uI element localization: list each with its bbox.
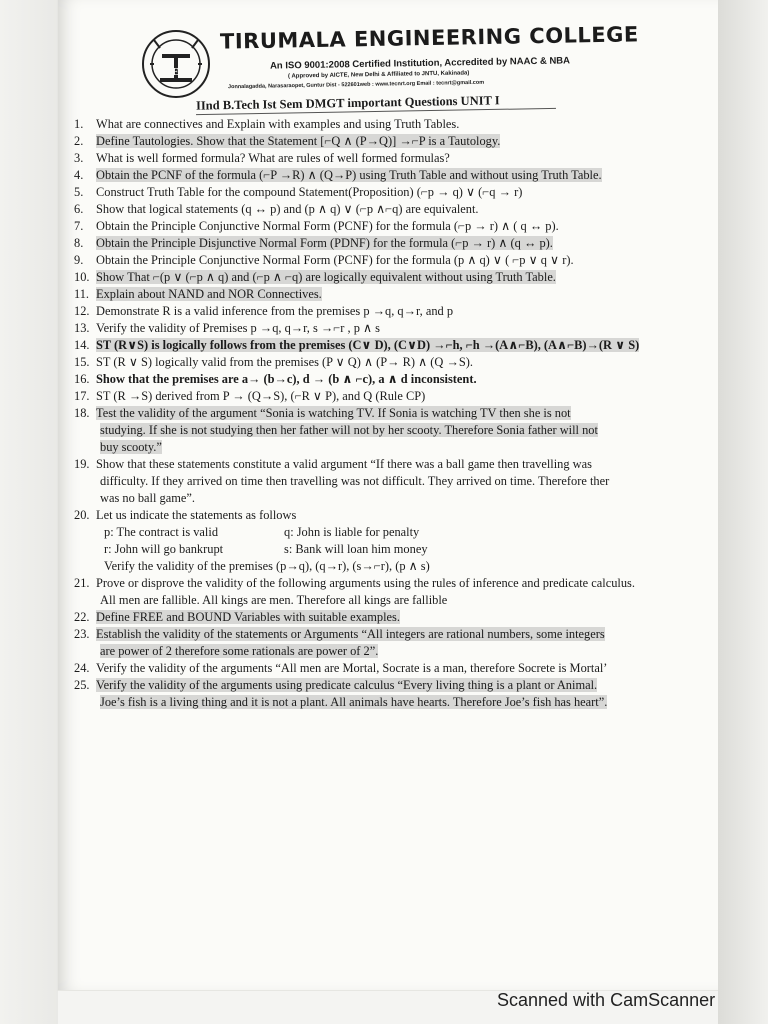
question-line: [74, 371, 714, 388]
question-text: What are connectives and Explain with examples and using Truth Tables.: [96, 117, 460, 131]
question-number: 24.: [74, 661, 90, 675]
statement-definition: r: John will go bankrupt: [104, 542, 224, 556]
question-line: [74, 660, 714, 677]
scan-right-margin: [718, 0, 768, 1024]
question-text: ST (R →S) derived from P → (Q→S), (⌐R ∨ P), and Q (Rule CP): [96, 389, 426, 403]
question-text: buy scooty.”: [100, 440, 162, 454]
question-text: Show that the premises are a→ (b→c), d → (b ∧ ⌐c), a ∧ d inconsistent.: [96, 372, 477, 386]
question-line: [74, 150, 714, 167]
question-text: ST (R ∨ S) logically valid from the premises (P ∨ Q) ∧ (P→ R) ∧ (Q →S).: [96, 355, 473, 369]
question-text: Establish the validity of the statements or Arguments “All integers are rational numbers, some integers: [96, 627, 605, 641]
question-line: [74, 677, 714, 694]
question-text: was no ball game”.: [100, 491, 195, 505]
question-line: [74, 303, 714, 320]
question-number: 12.: [74, 304, 90, 318]
question-line: [74, 337, 714, 354]
statement-definition: p: The contract is valid: [104, 525, 219, 539]
question-text: Let us indicate the statements as follows: [96, 508, 297, 522]
question-text: ST (R∨S) is logically follows from the premises (C∨ D), (C∨D) →⌐h, ⌐h →(A∧⌐B), (A∧⌐B)→(R ∨ S): [96, 338, 640, 352]
svg-text:TEC: TEC: [165, 67, 187, 78]
statement-definition: s: Bank will loan him money: [284, 542, 428, 556]
question-line: [74, 116, 714, 133]
college-logo-icon: [140, 28, 212, 100]
question-number: 22.: [74, 610, 90, 624]
question-line: [74, 252, 714, 269]
question-text: Joe’s fish is a living thing and it is not a plant. All animals have hearts. Therefore Joe’s fish has heart”.: [100, 695, 608, 709]
question-line: [74, 184, 714, 201]
verify-line: Verify the validity of the premises (p→q), (q→r), (s→⌐r), (p ∧ s): [104, 559, 430, 573]
question-number: 20.: [74, 508, 90, 522]
question-text: are power of 2 therefore some rationals are power of 2”.: [100, 644, 379, 658]
question-number: 3.: [74, 151, 84, 165]
question-number: 9.: [74, 253, 84, 267]
question-number: 4.: [74, 168, 84, 182]
question-number: 17.: [74, 389, 90, 403]
college-name: TIRUMALA ENGINEERING COLLEGE: [219, 22, 639, 54]
question-text: Obtain the Principle Disjunctive Normal Form (PDNF) for the formula (⌐p → r) ∧ (q ↔ p).: [96, 236, 553, 250]
question-number: 16.: [74, 372, 90, 386]
question-text: Show That ⌐(p ∨ (⌐p ∧ q) and (⌐p ∧ ⌐q) are logically equivalent without using Truth Table.: [96, 270, 556, 284]
question-text: studying. If she is not studying then her father will not by her scooty. Therefore Sonia father will not: [100, 423, 598, 437]
question-line: [74, 575, 714, 592]
question-number: 8.: [74, 236, 84, 250]
accreditation-line: An ISO 9001:2008 Certified Institution, Accredited by NAAC & NBA: [269, 55, 571, 72]
scan-left-margin: [0, 0, 58, 1024]
question-text: Test the validity of the argument “Sonia is watching TV. If Sonia is watching TV then she is not: [96, 406, 571, 420]
question-text: Verify the validity of the arguments “All men are Mortal, Socrate is a man, therefore Socrete is Mortal’: [96, 661, 608, 675]
question-line: [74, 626, 714, 643]
question-line: [74, 456, 714, 473]
question-line: [74, 201, 714, 218]
question-line: [74, 609, 714, 626]
question-text: difficulty. If they arrived on time then travelling was not difficult. They arrived on time. Therefore ther: [100, 474, 610, 488]
question-line: [74, 422, 714, 439]
question-text: Prove or disprove the validity of the following arguments using the rules of inference and predicate calculus.: [96, 576, 635, 590]
question-line: [74, 507, 714, 524]
question-text: Define FREE and BOUND Variables with suitable examples.: [96, 610, 400, 624]
question-line: [74, 269, 714, 286]
address-line: Jonnalagadda, Narasaraopet, Guntur Dist - 522601web : www.tecnrt.org Email : tecnrt@gmail.com: [227, 79, 485, 91]
question-text: Define Tautologies. Show that the Statement [⌐Q ∧ (P→Q)] →⌐P is a Tautology.: [96, 134, 501, 148]
question-number: 23.: [74, 627, 90, 641]
question-text: Verify the validity of Premises p →q, q→r, s →⌐r , p ∧ s: [96, 321, 380, 335]
approval-line: ( Approved by AICTE, New Delhi & Affiliated to JNTU, Kakinada): [287, 70, 470, 80]
question-number: 2.: [74, 134, 84, 148]
question-text: Show that logical statements (q ↔ p) and (p ∧ q) ∨ (⌐p ∧⌐q) are equivalent.: [96, 202, 479, 216]
question-text: What is well formed formula? What are rules of well formed formulas?: [96, 151, 450, 165]
statement-definition: q: John is liable for penalty: [284, 525, 420, 539]
question-line: [74, 286, 714, 303]
question-text: Verify the validity of the arguments using predicate calculus “Every living thing is a plant or Animal.: [96, 678, 598, 692]
scanner-watermark: Scanned with CamScanner: [497, 990, 716, 1010]
definition-row: [74, 524, 714, 541]
question-text: Show that these statements constitute a valid argument “If there was a ball game then travelling was: [96, 457, 592, 471]
question-text: Obtain the PCNF of the formula (⌐P →R) ∧ (Q→P) using Truth Table and without using Truth Table.: [96, 168, 602, 182]
question-text: Explain about NAND and NOR Connectives.: [96, 287, 322, 301]
question-line: [74, 354, 714, 371]
question-number: 15.: [74, 355, 90, 369]
question-number: 5.: [74, 185, 84, 199]
question-line: [74, 473, 714, 490]
question-number: 14.: [74, 338, 90, 352]
question-number: 6.: [74, 202, 84, 216]
question-line: [74, 694, 714, 711]
question-text: Demonstrate R is a valid inference from the premises p →q, q→r, and p: [96, 304, 454, 318]
question-line: [74, 592, 714, 609]
question-number: 10.: [74, 270, 90, 284]
question-number: 13.: [74, 321, 90, 335]
question-number: 19.: [74, 457, 90, 471]
question-line: [74, 490, 714, 507]
document-title: IInd B.Tech Ist Sem DMGT important Questions UNIT I: [195, 93, 500, 113]
question-number: 1.: [74, 117, 84, 131]
question-line: [74, 235, 714, 252]
question-line: [74, 218, 714, 235]
question-line: [74, 320, 714, 337]
question-text: All men are fallible. All kings are men. Therefore all kings are fallible: [100, 593, 448, 607]
question-line: [74, 388, 714, 405]
question-number: 21.: [74, 576, 90, 590]
question-line: [74, 167, 714, 184]
question-number: 25.: [74, 678, 90, 692]
question-list: [74, 116, 714, 711]
question-line: [74, 439, 714, 456]
question-line: [74, 405, 714, 422]
question-number: 11.: [74, 287, 90, 301]
question-line: [74, 643, 714, 660]
question-number: 18.: [74, 406, 90, 420]
question-text: Construct Truth Table for the compound Statement(Proposition) (⌐p → q) ∨ (⌐q → r): [96, 185, 523, 199]
question-text: Obtain the Principle Conjunctive Normal Form (PCNF) for the formula (⌐p → r) ∧ ( q ↔ p).: [96, 219, 559, 233]
question-line: [74, 133, 714, 150]
question-text: Obtain the Principle Conjunctive Normal Form (PCNF) for the formula (p ∧ q) ∨ ( ⌐p ∨ q ∨ r).: [96, 253, 574, 267]
question-number: 7.: [74, 219, 84, 233]
definition-row: [74, 541, 714, 558]
